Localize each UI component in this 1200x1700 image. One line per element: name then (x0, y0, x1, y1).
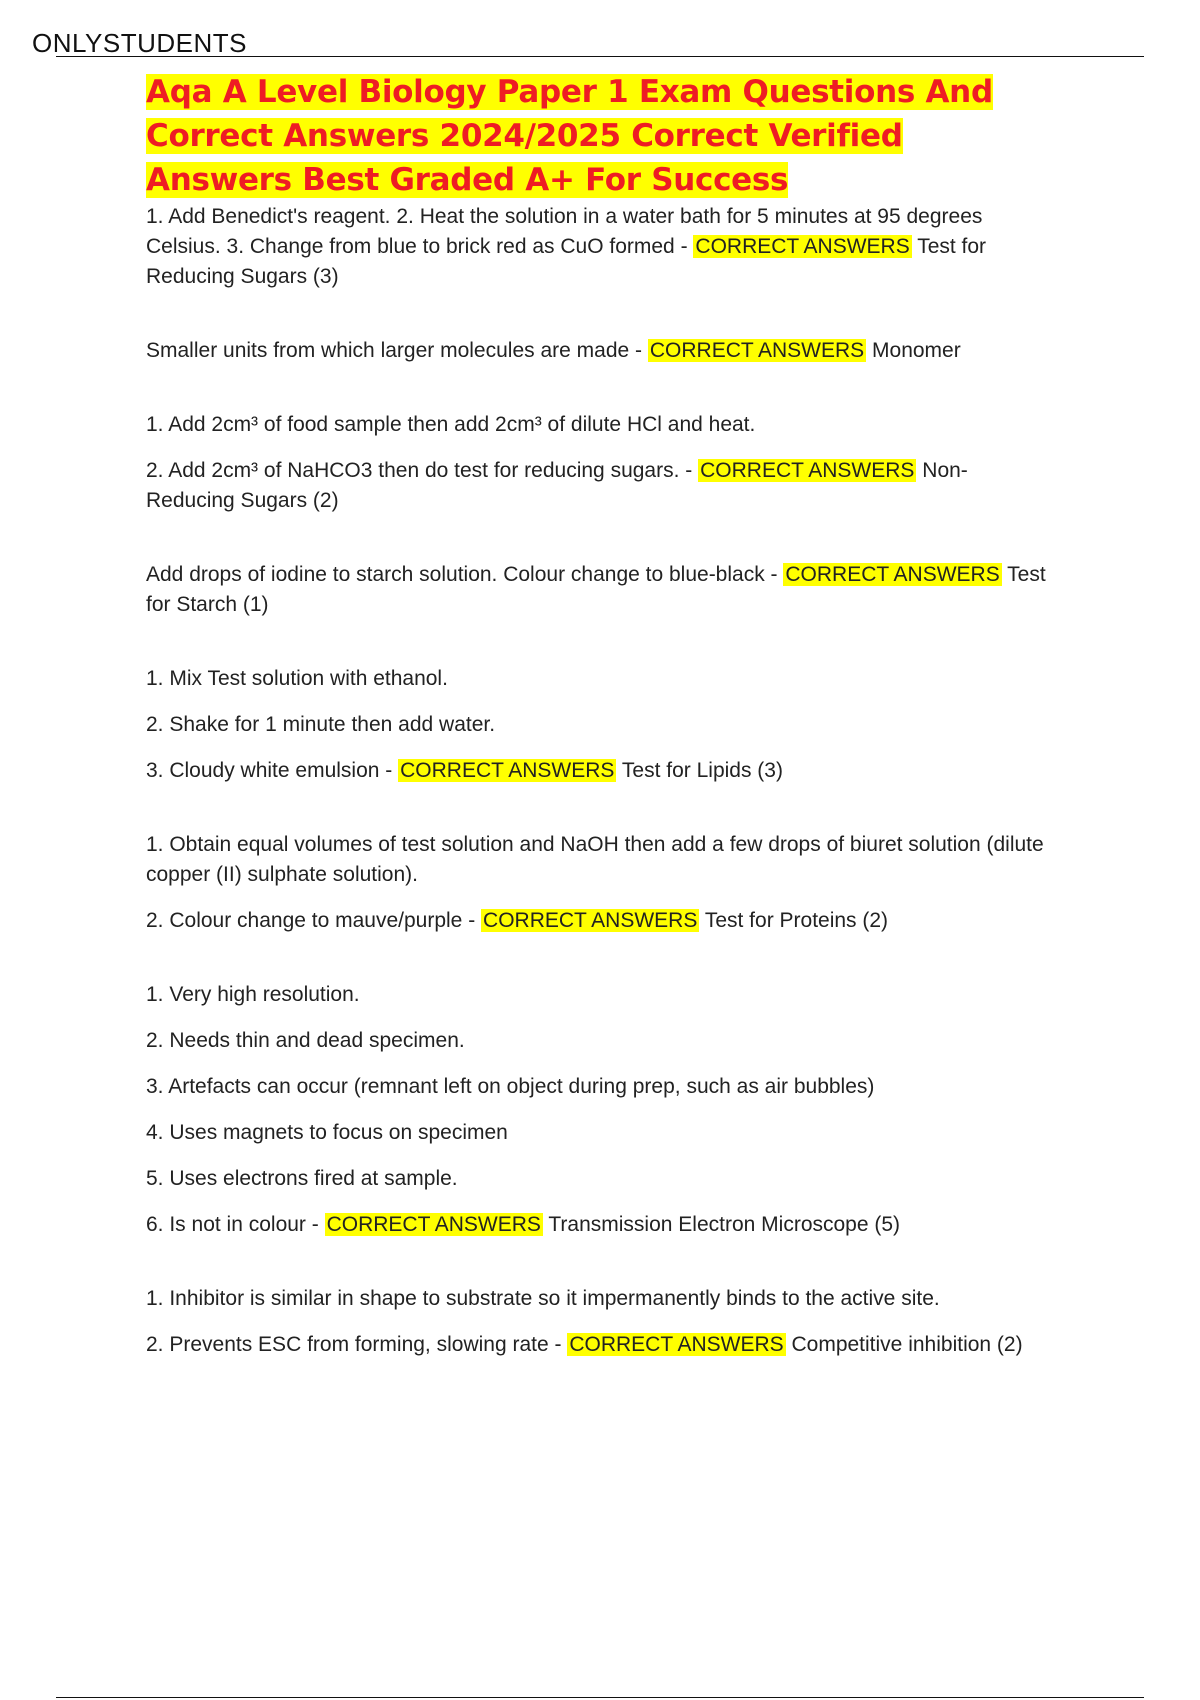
qa-card (146, 336, 1046, 366)
qa-card (146, 664, 1046, 786)
document-title (146, 70, 1046, 202)
correct-answers-marker: CORRECT ANSWERS (700, 459, 915, 482)
qa-list (146, 202, 1046, 1360)
answer-text: Test for Starch (1) (146, 563, 1046, 616)
qa-card (146, 202, 1046, 292)
question-line (146, 1210, 1046, 1240)
question-text: 4. Uses magnets to focus on specimen (146, 1121, 508, 1144)
question-text: 6. Is not in colour - (146, 1213, 319, 1236)
question-text: 1. Very high resolution. (146, 983, 360, 1006)
question-text: 1. Obtain equal volumes of test solution and NaOH then add a few drops of biuret solution (dilute copper (II) sulphate solution). (146, 833, 1044, 886)
question-text: 1. Inhibitor is similar in shape to substrate so it impermanently binds to the active site. (146, 1287, 940, 1310)
correct-answers-marker: CORRECT ANSWERS (695, 235, 910, 258)
question-line (146, 336, 1046, 366)
answer-text: Transmission Electron Microscope (5) (548, 1213, 901, 1236)
question-line (146, 756, 1046, 786)
question-text: 1. Mix Test solution with ethanol. (146, 667, 448, 690)
question-line (146, 560, 1046, 620)
question-text: 2. Shake for 1 minute then add water. (146, 713, 496, 736)
answer-text: Competitive inhibition (2) (791, 1333, 1023, 1356)
question-text: 2. Add 2cm³ of NaHCO3 then do test for reducing sugars. - (146, 459, 693, 482)
question-line (146, 1330, 1046, 1360)
qa-card (146, 830, 1046, 936)
answer-text: Test for Proteins (2) (704, 909, 889, 932)
question-line (146, 830, 1046, 890)
correct-answers-marker: CORRECT ANSWERS (483, 909, 698, 932)
header-brand: ONLYSTUDENTS (32, 28, 247, 58)
qa-card (146, 560, 1046, 620)
question-text: Add drops of iodine to starch solution. Colour change to blue-black - (146, 563, 778, 586)
question-text: 3. Artefacts can occur (remnant left on object during prep, such as air bubbles) (146, 1075, 875, 1098)
question-text: Smaller units from which larger molecules are made - (146, 339, 643, 362)
header-divider (56, 56, 1144, 57)
answer-text: Test for Reducing Sugars (3) (146, 235, 987, 288)
footer-divider (56, 1697, 1144, 1698)
qa-card (146, 410, 1046, 516)
question-line (146, 1026, 1046, 1056)
correct-answers-marker: CORRECT ANSWERS (326, 1213, 541, 1236)
question-line (146, 1284, 1046, 1314)
correct-answers-marker: CORRECT ANSWERS (785, 563, 1000, 586)
question-text: 5. Uses electrons fired at sample. (146, 1167, 458, 1190)
question-line (146, 456, 1046, 516)
question-line (146, 1164, 1046, 1194)
question-line (146, 710, 1046, 740)
correct-answers-marker: CORRECT ANSWERS (400, 759, 615, 782)
question-line (146, 202, 1046, 292)
question-text: 2. Prevents ESC from forming, slowing rate - (146, 1333, 562, 1356)
question-text: 1. Add Benedict's reagent. 2. Heat the solution in a water bath for 5 minutes at 95 degrees Celsius. 3. Change from blue to brick red as CuO formed - (146, 205, 983, 258)
question-line (146, 1072, 1046, 1102)
correct-answers-marker: CORRECT ANSWERS (569, 1333, 784, 1356)
answer-text: Non-Reducing Sugars (2) (146, 459, 968, 512)
question-text: 2. Colour change to mauve/purple - (146, 909, 476, 932)
question-line (146, 980, 1046, 1010)
question-line (146, 664, 1046, 694)
question-text: 3. Cloudy white emulsion - (146, 759, 393, 782)
question-line (146, 410, 1046, 440)
question-text: 2. Needs thin and dead specimen. (146, 1029, 465, 1052)
qa-card (146, 1284, 1046, 1360)
question-text: 1. Add 2cm³ of food sample then add 2cm³ of dilute HCl and heat. (146, 413, 756, 436)
title-highlight: Aqa A Level Biology Paper 1 Exam Questions And Correct Answers 2024/2025 Correct Verified Answers Best Graded A+ For Success (146, 74, 993, 198)
answer-text: Test for Lipids (3) (621, 759, 783, 782)
question-line (146, 1118, 1046, 1148)
answer-text: Monomer (872, 339, 961, 362)
qa-card (146, 980, 1046, 1240)
document-body (146, 70, 1046, 1376)
question-line (146, 906, 1046, 936)
correct-answers-marker: CORRECT ANSWERS (649, 339, 865, 362)
